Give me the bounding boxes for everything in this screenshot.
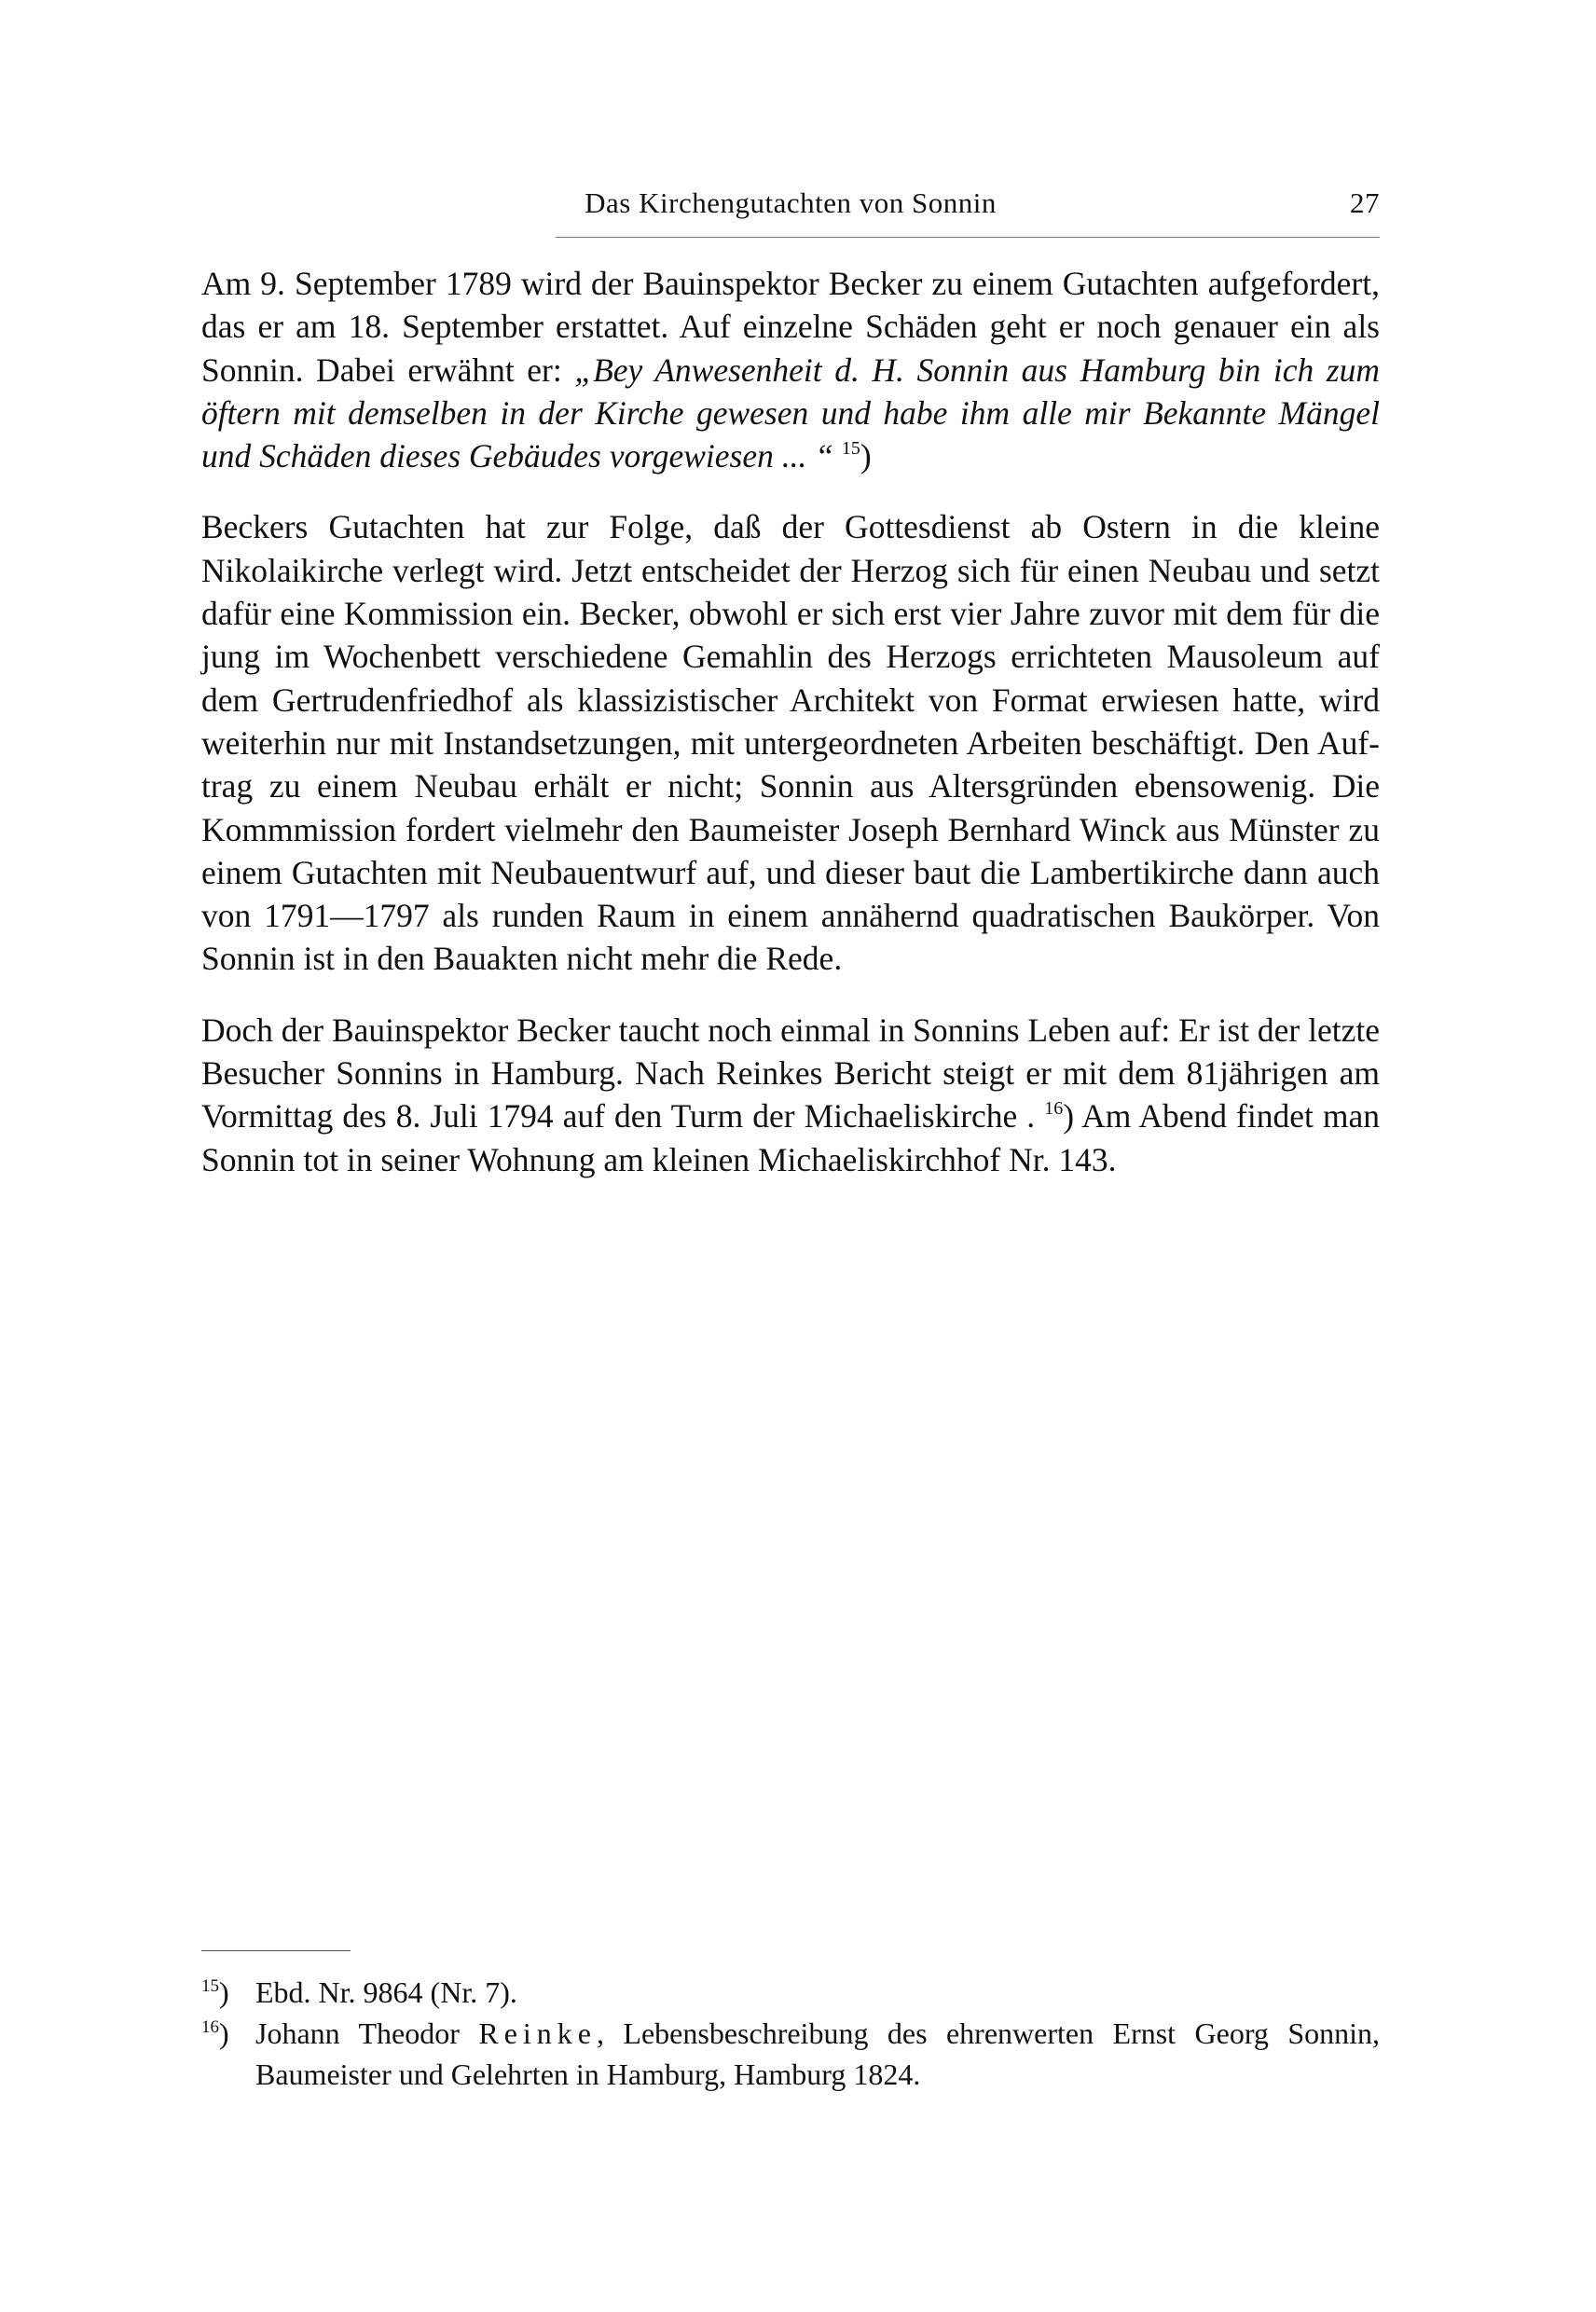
footnote-text-16-start: Johann Theodor	[255, 2016, 479, 2050]
paragraph-1	[201, 262, 1380, 477]
footnote-number-15: 15	[201, 1976, 219, 1996]
book-page	[201, 177, 1380, 2228]
footnote-16	[201, 2013, 1380, 2095]
paragraph-3-text-end: ) Am Abend findet man Sonnin tot in seiner Wohnung am kleinen Michaeliskirchhof Nr. 143.	[201, 1097, 1380, 1178]
footnote-paren-16: )	[219, 2016, 229, 2050]
header-rule	[556, 237, 1380, 238]
becker-quote: „Bey Anwesenheit d. H. Sonnin aus Hamburg bin ich zum öftern mit demselben in der Kirche gewesen und habe ihm alle mir Bekannte Mängel und Schäden dieses Gebäudes vorgewiesen ... “	[201, 351, 1380, 475]
footnote-author-name: Reinke	[478, 2016, 597, 2050]
paragraph-1-text: Am 9. September 1789 wird der Bauinspektor Becker zu einem Gutachten aufgefordert, das er am 18. September erstattet. Auf einzelne Schäden geht er noch genauer ein als Sonnin. Dabei erwähnt er:	[201, 265, 1380, 389]
footnote-ref-16[interactable]: 16	[1044, 1098, 1064, 1120]
page-number: 27	[1350, 186, 1380, 219]
paragraph-3	[201, 1009, 1380, 1181]
running-title: Das Kirchengutachten von Sonnin	[585, 186, 997, 219]
footnote-text-15: Ebd. Nr. 9864 (Nr. 7).	[255, 1975, 517, 2009]
footnote-mark-15	[201, 1972, 229, 2013]
body-text	[201, 262, 1380, 1181]
footnote-number-16: 16	[201, 2017, 219, 2037]
footnote-mark-16	[201, 2013, 229, 2054]
footnote-ref-15[interactable]: 15	[841, 438, 860, 460]
footnotes	[201, 1950, 1380, 2095]
paragraph-2: Beckers Gutachten hat zur Folge, daß der Gottesdienst ab Ostern in die kleine Nikolaikirche verlegt wird. Jetzt entscheidet der Herzog sich für einen Neubau und setzt dafür eine Kommission ein. Becker, obwohl er sich erst vier Jahre zuvor mit dem für die jung im Wochenbett verschiedene Gemahlin des Herzogs errichteten Mausoleum auf dem Gertrudenfriedhof als klassizistischer Architekt von Format erwiesen hatte, wird weiterhin nur mit Instandsetzungen, mit untergeordneten Arbeiten beschäftigt. Den Auftrag zu einem Neubau erhält er nicht; Sonnin aus Altersgründen ebensowenig. Die Kommmission fordert vielmehr den Baumeister Joseph Bernhard Winck aus Münster zu einem Gutachten mit Neubauentwurf auf, und dieser baut die Lambertikirche dann auch von 1791—1797 als runden Raum in einem annähernd quadratischen Baukörper. Von Sonnin ist in den Bauakten nicht mehr die Rede.	[201, 508, 1380, 978]
footnote-ref-15-paren: )	[860, 437, 872, 475]
footnote-rule	[201, 1950, 351, 1951]
footnote-15	[201, 1972, 1380, 2013]
footnote-paren-15: )	[219, 1975, 229, 2009]
footnote-text-16-end: , Lebensbeschreibung des ehrenwerten Ernst Georg Sonnin, Baumeister und Gelehrten in Hamburg, Hamburg 1824.	[255, 2016, 1381, 2091]
paragraph-3-text: Doch der Bauinspektor Becker taucht noch einmal in Sonnins Leben auf: Er ist der letzte Besucher Sonnins in Hamburg. Nach Reinkes Bericht steigt er mit dem 81jährigen am Vormittag des 8. Juli 1794 auf den Turm der Michaeliskirche .	[201, 1011, 1380, 1135]
running-head	[201, 177, 1380, 229]
